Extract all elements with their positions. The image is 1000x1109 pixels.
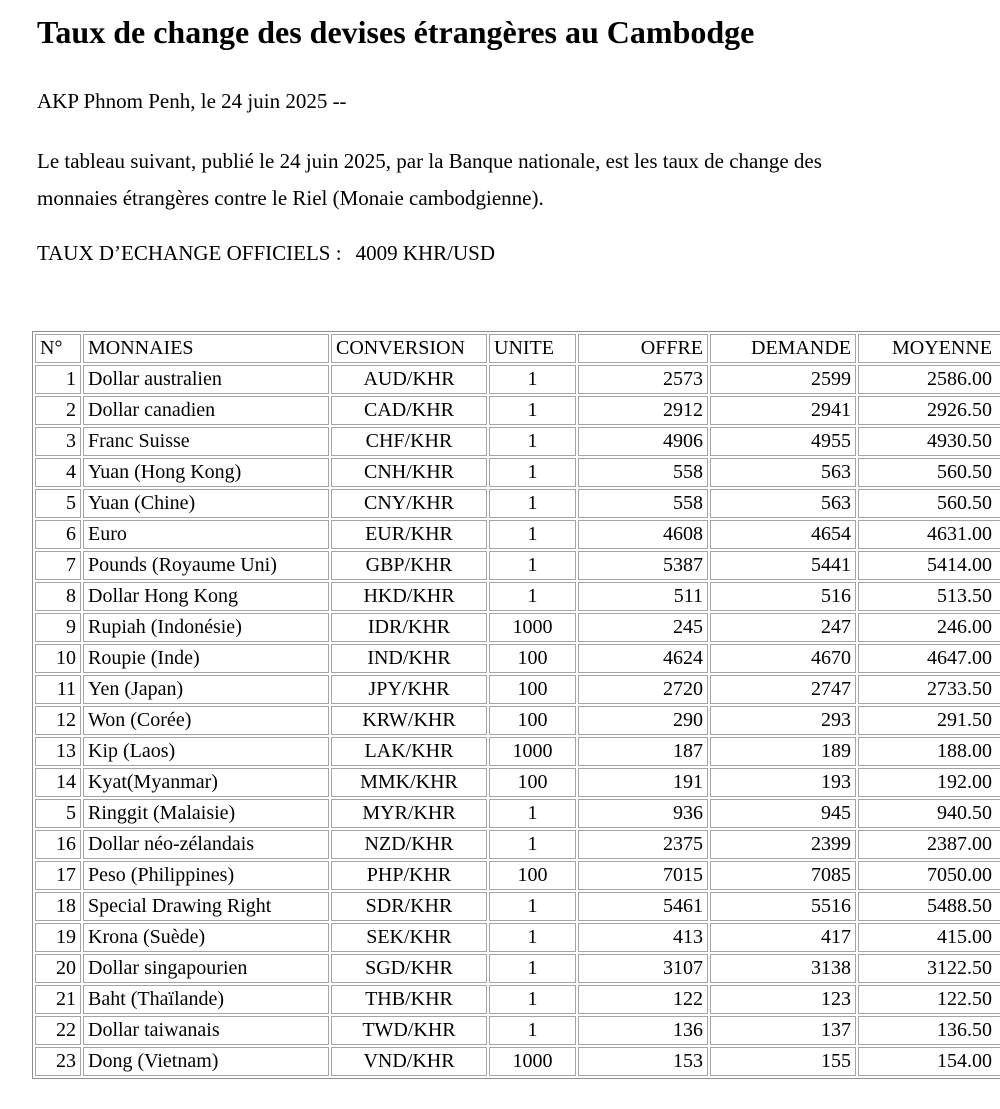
cell-average: 2387.00: [858, 830, 1000, 859]
cell-offer: 5461: [578, 892, 708, 921]
cell-offer: 936: [578, 799, 708, 828]
table-row: [35, 644, 1000, 673]
cell-conversion: LAK/KHR: [331, 737, 487, 766]
table-row: [35, 675, 1000, 704]
official-rate-line: [37, 241, 1000, 265]
cell-currency: Yen (Japan): [83, 675, 329, 704]
cell-number: 8: [35, 582, 81, 611]
cell-number: 20: [35, 954, 81, 983]
table-row: [35, 551, 1000, 580]
byline: AKP Phnom Penh, le 24 juin 2025 --: [37, 89, 347, 113]
cell-conversion: SGD/KHR: [331, 954, 487, 983]
cell-average: 2586.00: [858, 365, 1000, 394]
cell-number: 5: [35, 489, 81, 518]
page-title: Taux de change des devises étrangères au Cambodge: [37, 14, 755, 50]
table-row: [35, 892, 1000, 921]
table-row: [35, 768, 1000, 797]
cell-conversion: AUD/KHR: [331, 365, 487, 394]
cell-number: 10: [35, 644, 81, 673]
table-body: [35, 365, 1000, 1076]
cell-average: 513.50: [858, 582, 1000, 611]
cell-average: 7050.00: [858, 861, 1000, 890]
cell-average: 3122.50: [858, 954, 1000, 983]
intro-paragraph: [37, 143, 1000, 217]
cell-offer: 413: [578, 923, 708, 952]
cell-currency: Ringgit (Malaisie): [83, 799, 329, 828]
cell-conversion: EUR/KHR: [331, 520, 487, 549]
header-demand: DEMANDE: [710, 334, 856, 363]
cell-conversion: IDR/KHR: [331, 613, 487, 642]
cell-unit: 1000: [489, 1047, 576, 1076]
header-currency: MONNAIES: [83, 334, 329, 363]
cell-number: 4: [35, 458, 81, 487]
cell-currency: Dollar singapourien: [83, 954, 329, 983]
intro-line-2: monnaies étrangères contre le Riel (Monaie cambodgienne).: [37, 186, 544, 210]
cell-number: 7: [35, 551, 81, 580]
cell-unit: 1: [489, 892, 576, 921]
cell-currency: Baht (Thaïlande): [83, 985, 329, 1014]
cell-offer: 290: [578, 706, 708, 735]
cell-unit: 1: [489, 985, 576, 1014]
cell-unit: 1: [489, 582, 576, 611]
cell-conversion: NZD/KHR: [331, 830, 487, 859]
cell-currency: Peso (Philippines): [83, 861, 329, 890]
table-header-row: [35, 334, 1000, 363]
table-row: [35, 427, 1000, 456]
cell-conversion: THB/KHR: [331, 985, 487, 1014]
cell-number: 16: [35, 830, 81, 859]
document-page: [0, 14, 1000, 1109]
table-row: [35, 737, 1000, 766]
cell-number: 12: [35, 706, 81, 735]
cell-number: 1: [35, 365, 81, 394]
cell-number: 6: [35, 520, 81, 549]
cell-average: 4930.50: [858, 427, 1000, 456]
cell-average: 940.50: [858, 799, 1000, 828]
cell-average: 415.00: [858, 923, 1000, 952]
cell-average: 122.50: [858, 985, 1000, 1014]
cell-conversion: MMK/KHR: [331, 768, 487, 797]
cell-average: 4647.00: [858, 644, 1000, 673]
header-number: N°: [35, 334, 81, 363]
cell-conversion: TWD/KHR: [331, 1016, 487, 1045]
official-rate-label: TAUX D’ECHANGE OFFICIELS :: [37, 241, 342, 265]
cell-currency: Dollar néo-zélandais: [83, 830, 329, 859]
cell-demand: 563: [710, 489, 856, 518]
cell-currency: Euro: [83, 520, 329, 549]
cell-conversion: GBP/KHR: [331, 551, 487, 580]
header-unit: UNITE: [489, 334, 576, 363]
cell-offer: 153: [578, 1047, 708, 1076]
table-row: [35, 706, 1000, 735]
cell-average: 560.50: [858, 489, 1000, 518]
cell-average: 5414.00: [858, 551, 1000, 580]
table-row: [35, 830, 1000, 859]
cell-demand: 189: [710, 737, 856, 766]
cell-number: 2: [35, 396, 81, 425]
cell-currency: Roupie (Inde): [83, 644, 329, 673]
cell-demand: 137: [710, 1016, 856, 1045]
cell-offer: 558: [578, 458, 708, 487]
cell-average: 246.00: [858, 613, 1000, 642]
cell-currency: Dollar taiwanais: [83, 1016, 329, 1045]
cell-currency: Dong (Vietnam): [83, 1047, 329, 1076]
cell-demand: 563: [710, 458, 856, 487]
cell-currency: Special Drawing Right: [83, 892, 329, 921]
cell-average: 291.50: [858, 706, 1000, 735]
header-average: MOYENNE: [858, 334, 1000, 363]
cell-unit: 1: [489, 427, 576, 456]
cell-demand: 2399: [710, 830, 856, 859]
cell-unit: 1: [489, 365, 576, 394]
cell-unit: 1: [489, 1016, 576, 1045]
cell-unit: 100: [489, 861, 576, 890]
cell-currency: Kip (Laos): [83, 737, 329, 766]
cell-offer: 4906: [578, 427, 708, 456]
cell-offer: 3107: [578, 954, 708, 983]
cell-currency: Yuan (Hong Kong): [83, 458, 329, 487]
cell-offer: 4624: [578, 644, 708, 673]
cell-currency: Franc Suisse: [83, 427, 329, 456]
cell-number: 21: [35, 985, 81, 1014]
cell-offer: 511: [578, 582, 708, 611]
cell-conversion: CAD/KHR: [331, 396, 487, 425]
cell-offer: 136: [578, 1016, 708, 1045]
table-row: [35, 861, 1000, 890]
cell-currency: Won (Corée): [83, 706, 329, 735]
cell-offer: 187: [578, 737, 708, 766]
cell-average: 154.00: [858, 1047, 1000, 1076]
cell-conversion: PHP/KHR: [331, 861, 487, 890]
cell-number: 23: [35, 1047, 81, 1076]
table-row: [35, 489, 1000, 518]
cell-currency: Kyat(Myanmar): [83, 768, 329, 797]
cell-demand: 4670: [710, 644, 856, 673]
cell-conversion: MYR/KHR: [331, 799, 487, 828]
cell-average: 2733.50: [858, 675, 1000, 704]
cell-demand: 123: [710, 985, 856, 1014]
cell-unit: 1: [489, 489, 576, 518]
cell-currency: Pounds (Royaume Uni): [83, 551, 329, 580]
cell-demand: 5441: [710, 551, 856, 580]
cell-demand: 516: [710, 582, 856, 611]
cell-demand: 247: [710, 613, 856, 642]
table-row: [35, 458, 1000, 487]
cell-demand: 4654: [710, 520, 856, 549]
cell-conversion: HKD/KHR: [331, 582, 487, 611]
cell-demand: 193: [710, 768, 856, 797]
cell-number: 14: [35, 768, 81, 797]
table-row: [35, 954, 1000, 983]
table-row: [35, 365, 1000, 394]
cell-average: 5488.50: [858, 892, 1000, 921]
cell-conversion: SEK/KHR: [331, 923, 487, 952]
cell-offer: 2375: [578, 830, 708, 859]
cell-number: 18: [35, 892, 81, 921]
table-row: [35, 985, 1000, 1014]
cell-demand: 2747: [710, 675, 856, 704]
cell-offer: 2720: [578, 675, 708, 704]
cell-demand: 4955: [710, 427, 856, 456]
cell-currency: Krona (Suède): [83, 923, 329, 952]
cell-currency: Dollar canadien: [83, 396, 329, 425]
cell-unit: 1: [489, 551, 576, 580]
table-row: [35, 1047, 1000, 1076]
cell-demand: 155: [710, 1047, 856, 1076]
cell-conversion: IND/KHR: [331, 644, 487, 673]
cell-number: 19: [35, 923, 81, 952]
cell-number: 17: [35, 861, 81, 890]
cell-demand: 2599: [710, 365, 856, 394]
table-row: [35, 799, 1000, 828]
header-offer: OFFRE: [578, 334, 708, 363]
cell-number: 13: [35, 737, 81, 766]
cell-conversion: VND/KHR: [331, 1047, 487, 1076]
cell-average: 2926.50: [858, 396, 1000, 425]
cell-demand: 7085: [710, 861, 856, 890]
cell-currency: Rupiah (Indonésie): [83, 613, 329, 642]
cell-demand: 945: [710, 799, 856, 828]
cell-offer: 558: [578, 489, 708, 518]
cell-average: 4631.00: [858, 520, 1000, 549]
cell-demand: 3138: [710, 954, 856, 983]
cell-unit: 1: [489, 954, 576, 983]
cell-number: 5: [35, 799, 81, 828]
cell-demand: 5516: [710, 892, 856, 921]
cell-conversion: CNH/KHR: [331, 458, 487, 487]
cell-unit: 100: [489, 675, 576, 704]
cell-offer: 122: [578, 985, 708, 1014]
cell-currency: Dollar Hong Kong: [83, 582, 329, 611]
cell-offer: 7015: [578, 861, 708, 890]
cell-average: 188.00: [858, 737, 1000, 766]
cell-demand: 293: [710, 706, 856, 735]
cell-number: 11: [35, 675, 81, 704]
cell-unit: 1000: [489, 613, 576, 642]
exchange-rate-table-wrapper: [32, 331, 1000, 1079]
cell-offer: 245: [578, 613, 708, 642]
cell-unit: 1: [489, 520, 576, 549]
cell-number: 9: [35, 613, 81, 642]
cell-conversion: JPY/KHR: [331, 675, 487, 704]
cell-unit: 1: [489, 923, 576, 952]
cell-conversion: KRW/KHR: [331, 706, 487, 735]
cell-conversion: CHF/KHR: [331, 427, 487, 456]
table-row: [35, 582, 1000, 611]
cell-offer: 191: [578, 768, 708, 797]
cell-unit: 100: [489, 768, 576, 797]
table-row: [35, 396, 1000, 425]
cell-unit: 100: [489, 644, 576, 673]
cell-unit: 1000: [489, 737, 576, 766]
cell-number: 3: [35, 427, 81, 456]
table-row: [35, 520, 1000, 549]
cell-conversion: SDR/KHR: [331, 892, 487, 921]
cell-demand: 417: [710, 923, 856, 952]
cell-currency: Dollar australien: [83, 365, 329, 394]
header-conversion: CONVERSION: [331, 334, 487, 363]
table-row: [35, 923, 1000, 952]
cell-unit: 1: [489, 830, 576, 859]
cell-unit: 1: [489, 396, 576, 425]
cell-unit: 1: [489, 799, 576, 828]
cell-offer: 4608: [578, 520, 708, 549]
official-rate-value: 4009 KHR/USD: [355, 241, 495, 265]
cell-unit: 1: [489, 458, 576, 487]
cell-number: 22: [35, 1016, 81, 1045]
cell-offer: 5387: [578, 551, 708, 580]
table-row: [35, 613, 1000, 642]
cell-unit: 100: [489, 706, 576, 735]
intro-line-1: Le tableau suivant, publié le 24 juin 2025, par la Banque nationale, est les taux de change des: [37, 149, 822, 173]
exchange-rate-table: [32, 331, 1000, 1079]
cell-demand: 2941: [710, 396, 856, 425]
cell-offer: 2912: [578, 396, 708, 425]
table-row: [35, 1016, 1000, 1045]
cell-offer: 2573: [578, 365, 708, 394]
cell-average: 560.50: [858, 458, 1000, 487]
cell-average: 136.50: [858, 1016, 1000, 1045]
cell-currency: Yuan (Chine): [83, 489, 329, 518]
cell-average: 192.00: [858, 768, 1000, 797]
cell-conversion: CNY/KHR: [331, 489, 487, 518]
